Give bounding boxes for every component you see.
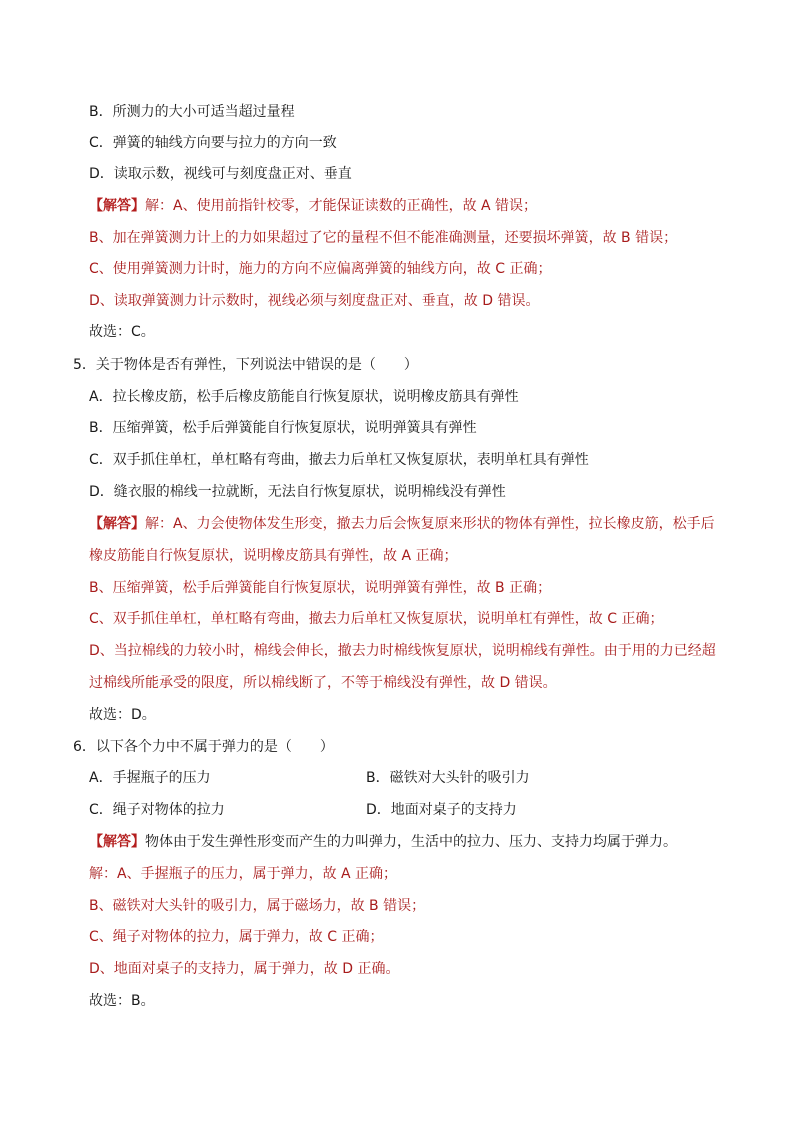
q4-option-c: C．弹簧的轴线方向要与拉力的方向一致	[89, 135, 337, 151]
q5-answer-line-2: 橡皮筋能自行恢复原状，说明橡皮筋具有弹性，故 A 正确；	[89, 548, 458, 564]
q5-answer-line-6: 过棉线所能承受的限度，所以棉线断了，不等于棉线没有弹性，故 D 错误。	[89, 675, 557, 691]
q5-answer-line-5: D、当拉棉线的力较小时，棉线会伸长，撤去力时棉线恢复原状，说明棉线有弹性。由于用的力已经超	[89, 643, 716, 659]
q5-option-d: D．缝衣服的棉线一拉就断，无法自行恢复原状，说明棉线没有弹性	[89, 484, 506, 500]
q6-answer-line-4: D、地面对桌子的支持力，属于弹力，故 D 正确。	[89, 961, 400, 977]
q4-choice: 故选：C。	[89, 324, 155, 340]
q4-answer-tag: 【解答】	[89, 198, 145, 214]
q5-answer-line-1: 【解答】解：A、力会使物体发生形变，撤去力后会恢复原来形状的物体有弹性，拉长橡皮筋，松手后	[89, 516, 715, 532]
q6-answer-line-1: 解：A、手握瓶子的压力，属于弹力，故 A 正确；	[89, 866, 398, 882]
q6-answer-line-3: C、绳子对物体的拉力，属于弹力，故 C 正确；	[89, 929, 384, 945]
q6-option-a: A．手握瓶子的压力	[89, 770, 211, 786]
q6-answer-intro: 【解答】物体由于发生弹性形变而产生的力叫弹力，生活中的拉力、压力、支持力均属于弹力。	[89, 834, 677, 850]
q6-option-d: D．地面对桌子的支持力	[366, 802, 517, 818]
q4-answer-line-4: D、读取弹簧测力计示数时，视线必须与刻度盘正对、垂直，故 D 错误。	[89, 293, 540, 309]
q6-option-c: C．绳子对物体的拉力	[89, 802, 225, 818]
q6-choice: 故选：B。	[89, 993, 155, 1009]
q4-option-d: D．读取示数，视线可与刻度盘正对、垂直	[89, 166, 352, 182]
q6-answer-tag: 【解答】	[89, 834, 145, 850]
q5-option-a: A．拉长橡皮筋，松手后橡皮筋能自行恢复原状，说明橡皮筋具有弹性	[89, 389, 519, 405]
q5-choice: 故选：D。	[89, 707, 156, 723]
q6-stem: 6．以下各个力中不属于弹力的是（ ）	[73, 739, 334, 755]
q5-option-c: C．双手抓住单杠，单杠略有弯曲，撤去力后单杠又恢复原状，表明单杠具有弹性	[89, 452, 589, 468]
q4-option-b: B．所测力的大小可适当超过量程	[89, 104, 295, 120]
q5-stem: 5．关于物体是否有弹性，下列说法中错误的是（ ）	[73, 357, 418, 373]
q5-answer-tag: 【解答】	[89, 516, 145, 532]
q5-option-b: B．压缩弹簧，松手后弹簧能自行恢复原状，说明弹簧具有弹性	[89, 420, 477, 436]
q6-answer-line-2: B、磁铁对大头针的吸引力，属于磁场力，故 B 错误；	[89, 898, 426, 914]
q4-answer-line-1: 【解答】解：A、使用前指针校零，才能保证读数的正确性，故 A 错误；	[89, 198, 538, 214]
q5-answer-line-3: B、压缩弹簧，松手后弹簧能自行恢复原状，说明弹簧有弹性，故 B 正确；	[89, 580, 552, 596]
q5-answer-line-4: C、双手抓住单杠，单杠略有弯曲，撤去力后单杠又恢复原状，说明单杠有弹性，故 C 正确；	[89, 611, 664, 627]
q4-answer-line-3: C、使用弹簧测力计时，施力的方向不应偏离弹簧的轴线方向，故 C 正确；	[89, 261, 552, 277]
q6-option-b: B．磁铁对大头针的吸引力	[366, 770, 530, 786]
q4-answer-line-2: B、加在弹簧测力计上的力如果超过了它的量程不但不能准确测量，还要损坏弹簧，故 B 错误；	[89, 230, 678, 246]
